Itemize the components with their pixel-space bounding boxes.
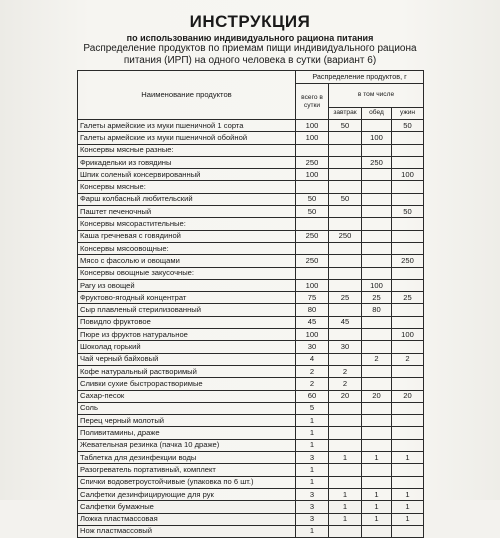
dinner-cell <box>392 181 424 193</box>
lunch-cell: 100 <box>362 279 392 291</box>
product-name-cell: Жевательная резинка (пачка 10 драже) <box>78 439 296 451</box>
dinner-cell <box>392 365 424 377</box>
dinner-cell: 20 <box>392 390 424 402</box>
lunch-cell: 1 <box>362 488 392 500</box>
breakfast-cell <box>329 156 362 168</box>
product-name-cell: Фруктово-ягодный концентрат <box>78 292 296 304</box>
lunch-cell <box>362 415 392 427</box>
breakfast-cell <box>329 169 362 181</box>
product-name-cell: Фрикадельки из говядины <box>78 156 296 168</box>
product-name-cell: Галеты армейские из муки пшеничной 1 сорта <box>78 120 296 132</box>
total-cell: 4 <box>296 353 329 365</box>
total-cell: 1 <box>296 415 329 427</box>
breakfast-cell <box>329 525 362 537</box>
table-row <box>78 304 424 316</box>
total-cell: 2 <box>296 378 329 390</box>
total-cell: 1 <box>296 525 329 537</box>
dinner-cell: 1 <box>392 488 424 500</box>
table-row <box>78 415 424 427</box>
total-cell: 250 <box>296 255 329 267</box>
lunch-cell <box>362 230 392 242</box>
dinner-cell <box>392 267 424 279</box>
breakfast-cell <box>329 242 362 254</box>
product-name-cell: Шоколад горький <box>78 341 296 353</box>
lunch-cell <box>362 169 392 181</box>
breakfast-cell <box>329 279 362 291</box>
total-cell: 100 <box>296 169 329 181</box>
breakfast-cell <box>329 206 362 218</box>
breakfast-cell <box>329 476 362 488</box>
column-header-including: в том числе <box>329 84 424 108</box>
table-row <box>78 476 424 488</box>
dinner-cell <box>392 242 424 254</box>
total-cell: 250 <box>296 156 329 168</box>
total-cell: 1 <box>296 464 329 476</box>
total-cell: 100 <box>296 279 329 291</box>
dinner-cell <box>392 316 424 328</box>
table-row <box>78 464 424 476</box>
table-row <box>78 316 424 328</box>
dinner-cell: 50 <box>392 120 424 132</box>
dinner-cell: 1 <box>392 452 424 464</box>
dinner-cell <box>392 464 424 476</box>
total-cell: 3 <box>296 501 329 513</box>
column-header-name: Наименование продуктов <box>78 71 296 120</box>
total-cell: 1 <box>296 476 329 488</box>
table-row <box>78 329 424 341</box>
total-cell: 75 <box>296 292 329 304</box>
lunch-cell <box>362 464 392 476</box>
table-row <box>78 452 424 464</box>
product-name-cell: Паштет печеночный <box>78 206 296 218</box>
lunch-cell: 80 <box>362 304 392 316</box>
product-name-cell: Сливки сухие быстрорастворимые <box>78 378 296 390</box>
product-name-cell: Таблетка для дезинфекции воды <box>78 452 296 464</box>
table-row <box>78 488 424 500</box>
breakfast-cell <box>329 181 362 193</box>
product-name-cell: Рагу из овощей <box>78 279 296 291</box>
document-title: ИНСТРУКЦИЯ <box>189 12 311 31</box>
dinner-cell <box>392 132 424 144</box>
lunch-cell: 2 <box>362 353 392 365</box>
dinner-cell: 50 <box>392 206 424 218</box>
product-name-cell: Фарш колбасный любительский <box>78 193 296 205</box>
document-subtitle: по использованию индивидуального рациона питания <box>126 33 374 43</box>
breakfast-cell <box>329 218 362 230</box>
total-cell: 3 <box>296 452 329 464</box>
total-cell <box>296 242 329 254</box>
table-row <box>78 513 424 525</box>
lunch-cell: 250 <box>362 156 392 168</box>
product-name-cell: Спички водоветроустойчивые (упаковка по 6 шт.) <box>78 476 296 488</box>
total-cell: 2 <box>296 365 329 377</box>
product-name-cell: Чай черный байховый <box>78 353 296 365</box>
total-cell: 250 <box>296 230 329 242</box>
table-row <box>78 181 424 193</box>
description-line-1: Распределение продуктов по приемам пищи индивидуального рациона <box>83 43 417 54</box>
product-name-cell: Соль <box>78 402 296 414</box>
product-name-cell: Повидло фруктовое <box>78 316 296 328</box>
total-cell: 80 <box>296 304 329 316</box>
dinner-cell <box>392 156 424 168</box>
dinner-cell <box>392 304 424 316</box>
dinner-cell <box>392 476 424 488</box>
dinner-cell <box>392 525 424 537</box>
dinner-cell: 250 <box>392 255 424 267</box>
breakfast-cell: 1 <box>329 501 362 513</box>
breakfast-cell <box>329 132 362 144</box>
breakfast-cell: 250 <box>329 230 362 242</box>
total-cell: 5 <box>296 402 329 414</box>
table-row <box>78 525 424 537</box>
breakfast-cell <box>329 439 362 451</box>
total-cell: 30 <box>296 341 329 353</box>
dinner-cell <box>392 218 424 230</box>
table-row <box>78 365 424 377</box>
product-name-cell: Пюре из фруктов натуральное <box>78 329 296 341</box>
breakfast-cell: 1 <box>329 488 362 500</box>
breakfast-cell: 1 <box>329 513 362 525</box>
product-name-cell: Консервы мясные: <box>78 181 296 193</box>
table-row <box>78 279 424 291</box>
lunch-cell <box>362 120 392 132</box>
table-row <box>78 193 424 205</box>
total-cell: 45 <box>296 316 329 328</box>
lunch-cell <box>362 365 392 377</box>
column-header-dinner: ужин <box>392 107 424 120</box>
product-name-cell: Консервы мясоовощные: <box>78 242 296 254</box>
dinner-cell: 100 <box>392 329 424 341</box>
breakfast-cell <box>329 329 362 341</box>
lunch-cell <box>362 267 392 279</box>
product-name-cell: Шпик соленый консервированный <box>78 169 296 181</box>
breakfast-cell: 50 <box>329 193 362 205</box>
product-name-cell: Ложка пластмассовая <box>78 513 296 525</box>
table-row <box>78 427 424 439</box>
dinner-cell <box>392 378 424 390</box>
total-cell: 100 <box>296 132 329 144</box>
breakfast-cell: 2 <box>329 378 362 390</box>
lunch-cell <box>362 206 392 218</box>
dinner-cell <box>392 439 424 451</box>
dinner-cell: 1 <box>392 501 424 513</box>
product-name-cell: Сахар-песок <box>78 390 296 402</box>
product-name-cell: Консервы мясные разные: <box>78 144 296 156</box>
product-name-cell: Консервы мясорастительные: <box>78 218 296 230</box>
breakfast-cell <box>329 144 362 156</box>
lunch-cell <box>362 181 392 193</box>
lunch-cell <box>362 144 392 156</box>
column-header-distribution: Распределение продуктов, г <box>296 71 424 84</box>
breakfast-cell: 45 <box>329 316 362 328</box>
total-cell: 3 <box>296 513 329 525</box>
dinner-cell: 100 <box>392 169 424 181</box>
breakfast-cell: 50 <box>329 120 362 132</box>
table-row <box>78 230 424 242</box>
table-row <box>78 242 424 254</box>
lunch-cell <box>362 329 392 341</box>
dinner-cell: 2 <box>392 353 424 365</box>
table-row <box>78 132 424 144</box>
lunch-cell <box>362 341 392 353</box>
lunch-cell: 1 <box>362 513 392 525</box>
breakfast-cell: 1 <box>329 452 362 464</box>
product-name-cell: Поливитамины, драже <box>78 427 296 439</box>
product-name-cell: Кофе натуральный растворимый <box>78 365 296 377</box>
dinner-cell <box>392 193 424 205</box>
lunch-cell <box>362 255 392 267</box>
product-name-cell: Салфетки бумажные <box>78 501 296 513</box>
dinner-cell <box>392 427 424 439</box>
dinner-cell: 1 <box>392 513 424 525</box>
table-row <box>78 439 424 451</box>
table-row <box>78 169 424 181</box>
total-cell <box>296 267 329 279</box>
breakfast-cell <box>329 304 362 316</box>
table-row <box>78 120 424 132</box>
total-cell: 100 <box>296 329 329 341</box>
total-cell <box>296 181 329 193</box>
lunch-cell <box>362 218 392 230</box>
lunch-cell <box>362 193 392 205</box>
document-description <box>60 43 440 67</box>
lunch-cell <box>362 427 392 439</box>
product-name-cell: Нож пластмассовый <box>78 525 296 537</box>
dinner-cell <box>392 144 424 156</box>
dinner-cell <box>392 341 424 353</box>
lunch-cell <box>362 476 392 488</box>
dinner-cell <box>392 279 424 291</box>
table-row <box>78 353 424 365</box>
total-cell: 100 <box>296 120 329 132</box>
column-header-lunch: обед <box>362 107 392 120</box>
lunch-cell: 20 <box>362 390 392 402</box>
table-body <box>78 120 424 538</box>
ration-distribution-table <box>77 70 424 538</box>
total-cell <box>296 144 329 156</box>
lunch-cell: 1 <box>362 452 392 464</box>
lunch-cell: 25 <box>362 292 392 304</box>
table-row <box>78 292 424 304</box>
breakfast-cell: 25 <box>329 292 362 304</box>
product-name-cell: Салфетки дезинфицирующие для рук <box>78 488 296 500</box>
table-row <box>78 341 424 353</box>
lunch-cell <box>362 316 392 328</box>
dinner-cell <box>392 415 424 427</box>
table-row <box>78 402 424 414</box>
lunch-cell <box>362 402 392 414</box>
breakfast-cell <box>329 464 362 476</box>
lunch-cell <box>362 378 392 390</box>
breakfast-cell <box>329 353 362 365</box>
breakfast-cell: 30 <box>329 341 362 353</box>
lunch-cell <box>362 242 392 254</box>
table-row <box>78 206 424 218</box>
product-name-cell: Мясо с фасолью и овощами <box>78 255 296 267</box>
total-cell: 50 <box>296 193 329 205</box>
product-name-cell: Разогреватель портативный, комплект <box>78 464 296 476</box>
total-cell: 50 <box>296 206 329 218</box>
breakfast-cell <box>329 415 362 427</box>
dinner-cell: 25 <box>392 292 424 304</box>
description-line-2: питания (ИРП) на одного человека в сутки (вариант 6) <box>123 55 377 66</box>
breakfast-cell <box>329 427 362 439</box>
table-header <box>78 71 424 120</box>
table-row <box>78 390 424 402</box>
column-header-total: всего в сутки <box>296 84 329 120</box>
breakfast-cell: 2 <box>329 365 362 377</box>
total-cell: 1 <box>296 439 329 451</box>
breakfast-cell <box>329 402 362 414</box>
breakfast-cell <box>329 267 362 279</box>
table-row <box>78 267 424 279</box>
table-row <box>78 144 424 156</box>
breakfast-cell: 20 <box>329 390 362 402</box>
lunch-cell: 100 <box>362 132 392 144</box>
table-row <box>78 255 424 267</box>
table-row <box>78 378 424 390</box>
lunch-cell <box>362 525 392 537</box>
table-row <box>78 156 424 168</box>
breakfast-cell <box>329 255 362 267</box>
total-cell: 1 <box>296 427 329 439</box>
total-cell: 3 <box>296 488 329 500</box>
product-name-cell: Сыр плавленый стерилизованный <box>78 304 296 316</box>
column-header-breakfast: завтрак <box>329 107 362 120</box>
product-name-cell: Галеты армейские из муки пшеничной обойной <box>78 132 296 144</box>
product-name-cell: Перец черный молотый <box>78 415 296 427</box>
product-name-cell: Каша гречневая с говядиной <box>78 230 296 242</box>
product-name-cell: Консервы овощные закусочные: <box>78 267 296 279</box>
lunch-cell: 1 <box>362 501 392 513</box>
table-row <box>78 501 424 513</box>
total-cell <box>296 218 329 230</box>
dinner-cell <box>392 230 424 242</box>
total-cell: 60 <box>296 390 329 402</box>
table-row <box>78 218 424 230</box>
lunch-cell <box>362 439 392 451</box>
dinner-cell <box>392 402 424 414</box>
